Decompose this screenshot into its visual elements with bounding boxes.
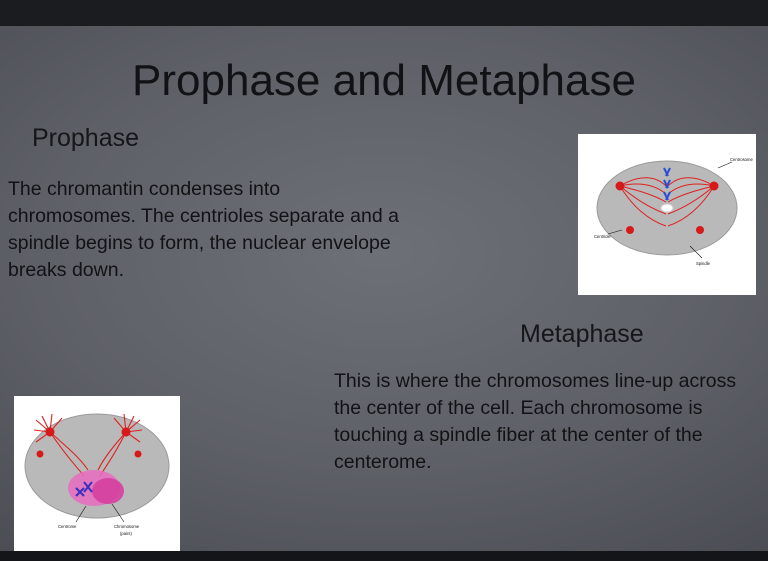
prophase-cell-image (14, 396, 180, 551)
slide-top-band (0, 0, 768, 26)
prophase-body-text: The chromantin condenses into chromosomes. The centrioles separate and a spindle begins to form, the nuclear envelope breaks down. (8, 178, 399, 281)
slide-bottom-band (0, 551, 768, 561)
image-label-centrome: Centrome (58, 524, 77, 529)
metaphase-cell-image (578, 134, 756, 295)
image-label-centrosome: Centrosome (730, 157, 753, 162)
image-label-centriole: Centriole (594, 234, 611, 239)
image-label-spindle: Spindle (696, 261, 710, 266)
slide-title: Prophase and Metaphase (132, 56, 636, 105)
prophase-heading: Prophase (32, 124, 140, 152)
metaphase-heading: Metaphase (520, 320, 644, 348)
image-label-chromosome-pairs: (pairs) (120, 531, 132, 536)
metaphase-body-text: This is where the chromosomes line-up across the center of the cell. Each chromosome is touching a spindle fiber at the center of the centerome. (334, 370, 737, 473)
image-label-chromosome: Chromosome (114, 524, 140, 529)
